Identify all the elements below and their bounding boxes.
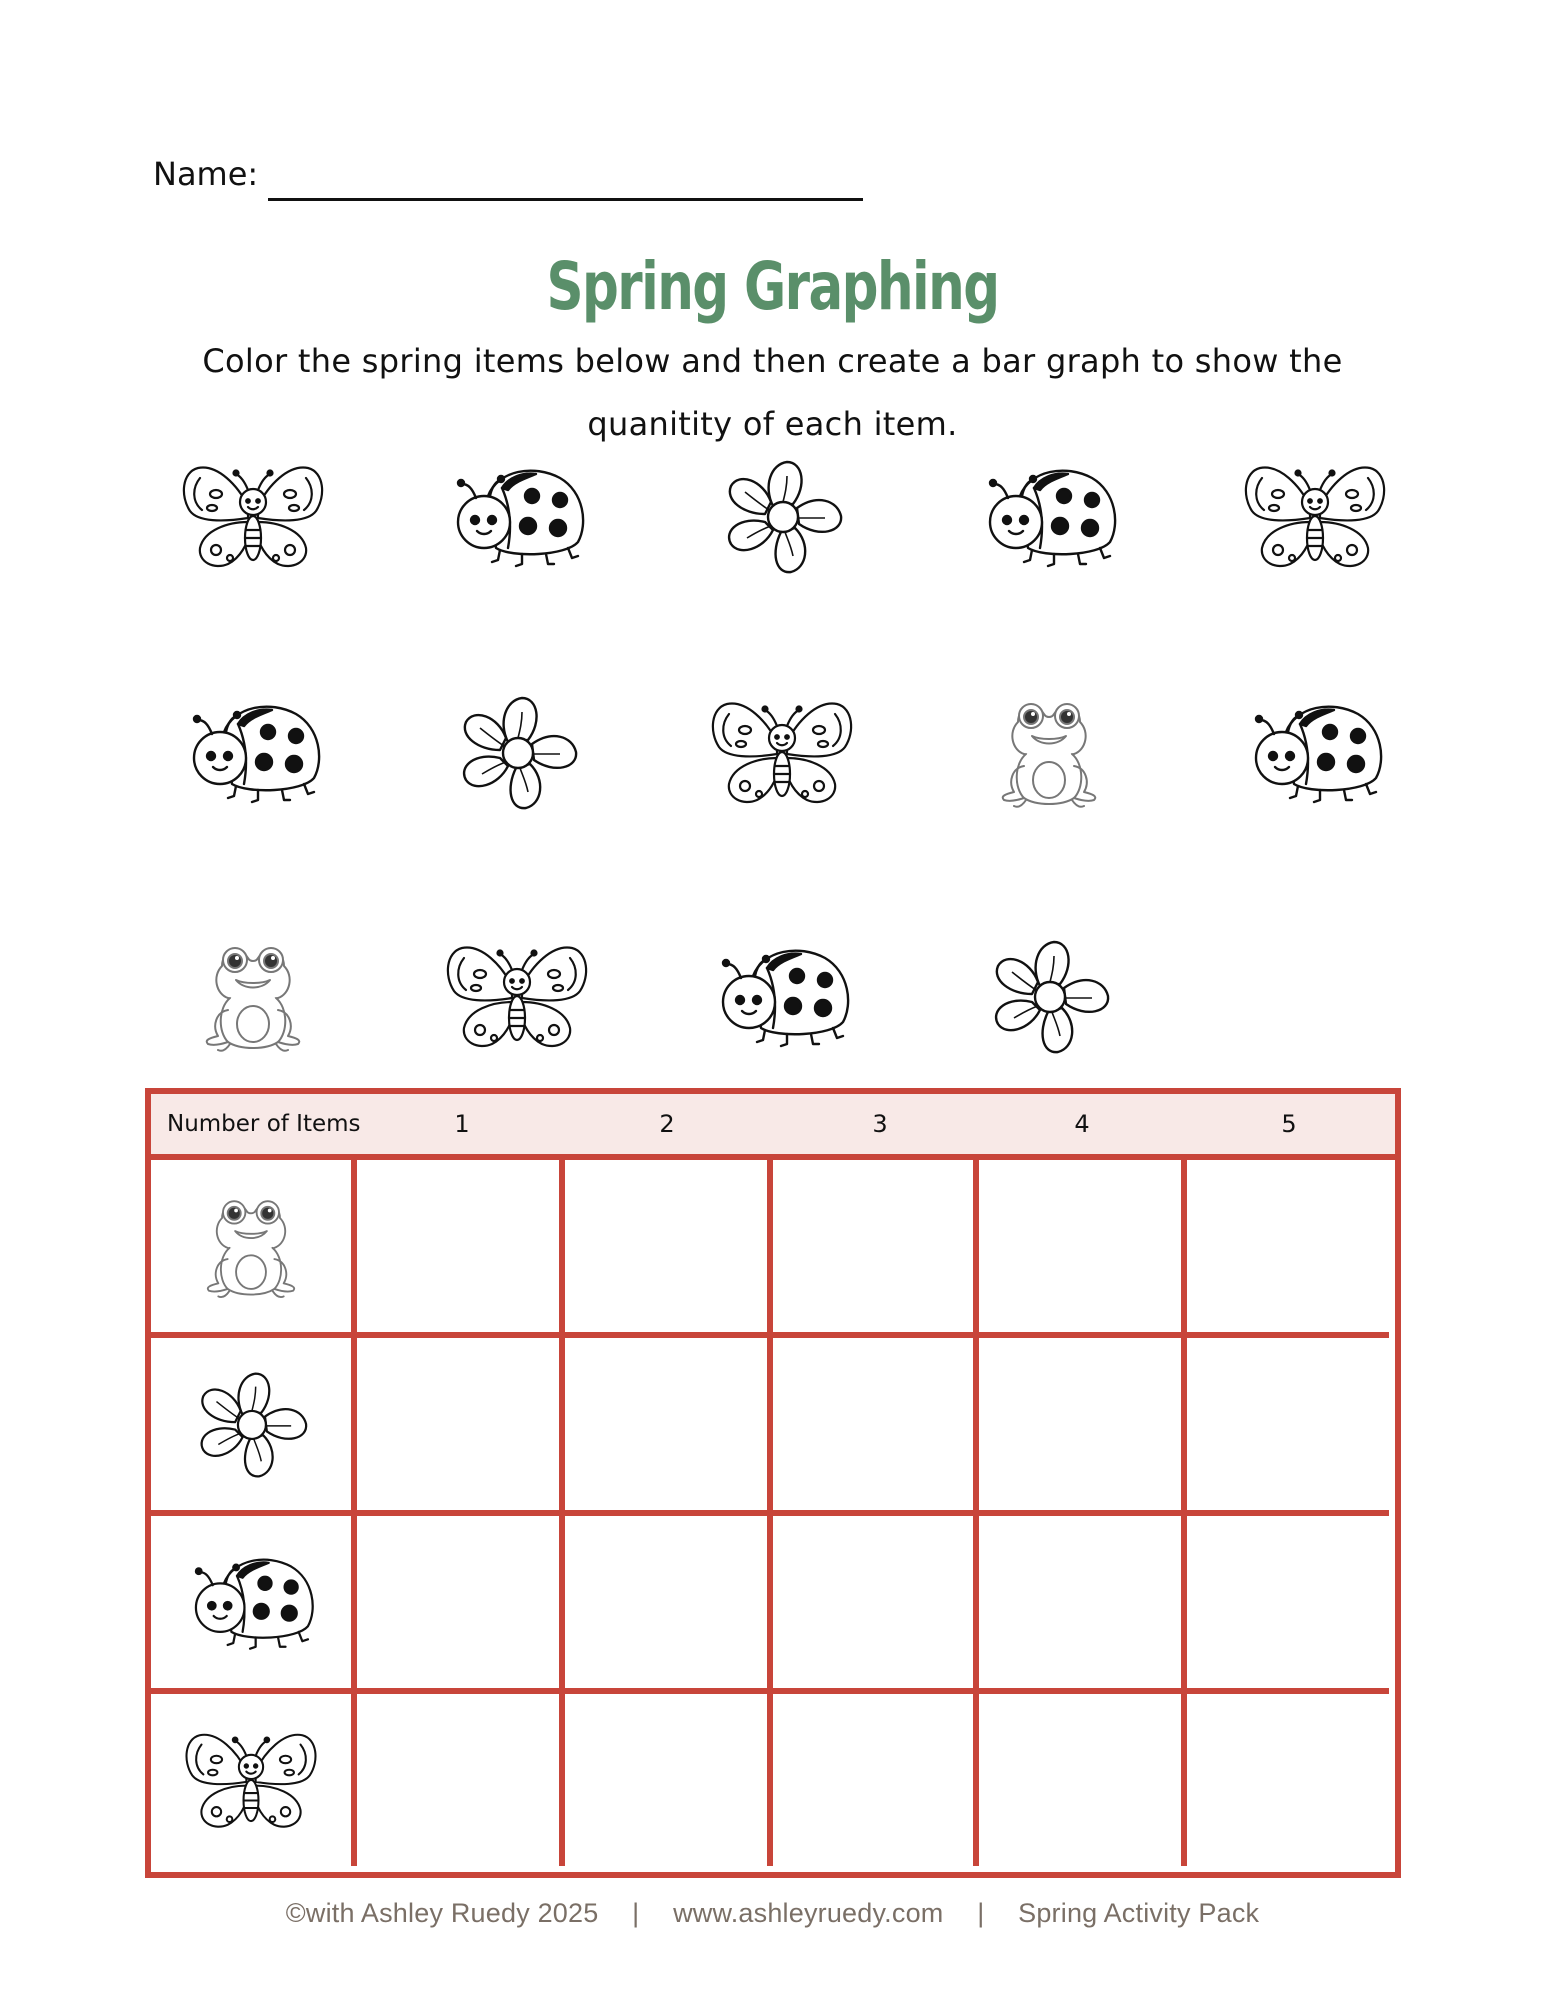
graph-cell[interactable]	[565, 1338, 773, 1516]
flower-icon	[974, 936, 1124, 1056]
footer-copyright: ©with Ashley Ruedy 2025	[285, 1898, 599, 1928]
footer	[0, 1898, 1545, 1929]
graph-cell[interactable]	[773, 1338, 979, 1516]
graph-cell[interactable]	[357, 1160, 565, 1338]
frog-icon	[178, 936, 328, 1056]
graph-row-label-cell	[151, 1160, 357, 1338]
ladybug-icon	[178, 692, 328, 812]
footer-website[interactable]: www.ashleyruedy.com	[673, 1898, 944, 1928]
column-label-3: 3	[872, 1110, 888, 1138]
graph-cell[interactable]	[979, 1694, 1187, 1866]
graph-row-label-cell	[151, 1338, 357, 1516]
ladybug-icon	[1240, 692, 1390, 812]
graph-cell[interactable]	[1187, 1694, 1389, 1866]
name-label: Name:	[153, 155, 259, 193]
graph-row-label-cell	[151, 1516, 357, 1694]
graph-cell[interactable]	[773, 1516, 979, 1694]
graph-cell[interactable]	[357, 1694, 565, 1866]
graph-cell[interactable]	[979, 1160, 1187, 1338]
graph-cell[interactable]	[773, 1160, 979, 1338]
graph-cell[interactable]	[357, 1516, 565, 1694]
column-label-2: 2	[659, 1110, 675, 1138]
graph-cell[interactable]	[1187, 1516, 1389, 1694]
footer-separator-1: |	[632, 1898, 640, 1928]
butterfly-icon	[1240, 456, 1390, 576]
graph-cell[interactable]	[979, 1338, 1187, 1516]
name-field[interactable]	[268, 198, 863, 201]
graph-cell[interactable]	[357, 1338, 565, 1516]
graph-row	[151, 1694, 1395, 1872]
ladybug-icon	[707, 936, 857, 1056]
graph-row	[151, 1160, 1395, 1338]
graph-cell[interactable]	[565, 1694, 773, 1866]
graph-cell[interactable]	[565, 1516, 773, 1694]
footer-pack-name: Spring Activity Pack	[1018, 1898, 1260, 1928]
graph-row	[151, 1338, 1395, 1516]
frog-icon	[181, 1184, 321, 1308]
butterfly-icon	[707, 692, 857, 812]
flower-icon	[707, 456, 857, 576]
graph-row-label-cell	[151, 1694, 357, 1866]
graph-cell[interactable]	[773, 1694, 979, 1866]
instructions: Color the spring items below and then create a bar graph to show the quanitity of each item.	[202, 342, 1343, 443]
graph-header-row	[151, 1094, 1395, 1160]
page-title: Spring Graphing	[546, 248, 999, 325]
column-label-4: 4	[1074, 1110, 1090, 1138]
graph-header-label: Number of Items	[167, 1111, 361, 1137]
graph-cell[interactable]	[1187, 1338, 1389, 1516]
graph-cell[interactable]	[565, 1160, 773, 1338]
bar-graph-table	[145, 1088, 1401, 1878]
graph-row	[151, 1516, 1395, 1694]
butterfly-icon	[442, 936, 592, 1056]
column-label-5: 5	[1281, 1110, 1297, 1138]
frog-icon	[974, 692, 1124, 812]
ladybug-icon	[974, 456, 1124, 576]
ladybug-icon	[442, 456, 592, 576]
flower-icon	[181, 1362, 321, 1486]
graph-cell[interactable]	[979, 1516, 1187, 1694]
column-label-1: 1	[454, 1110, 470, 1138]
flower-icon	[442, 692, 592, 812]
butterfly-icon	[178, 456, 328, 576]
ladybug-icon	[181, 1540, 321, 1664]
butterfly-icon	[181, 1718, 321, 1842]
name-row	[153, 155, 863, 193]
footer-separator-2: |	[977, 1898, 985, 1928]
graph-cell[interactable]	[1187, 1160, 1389, 1338]
